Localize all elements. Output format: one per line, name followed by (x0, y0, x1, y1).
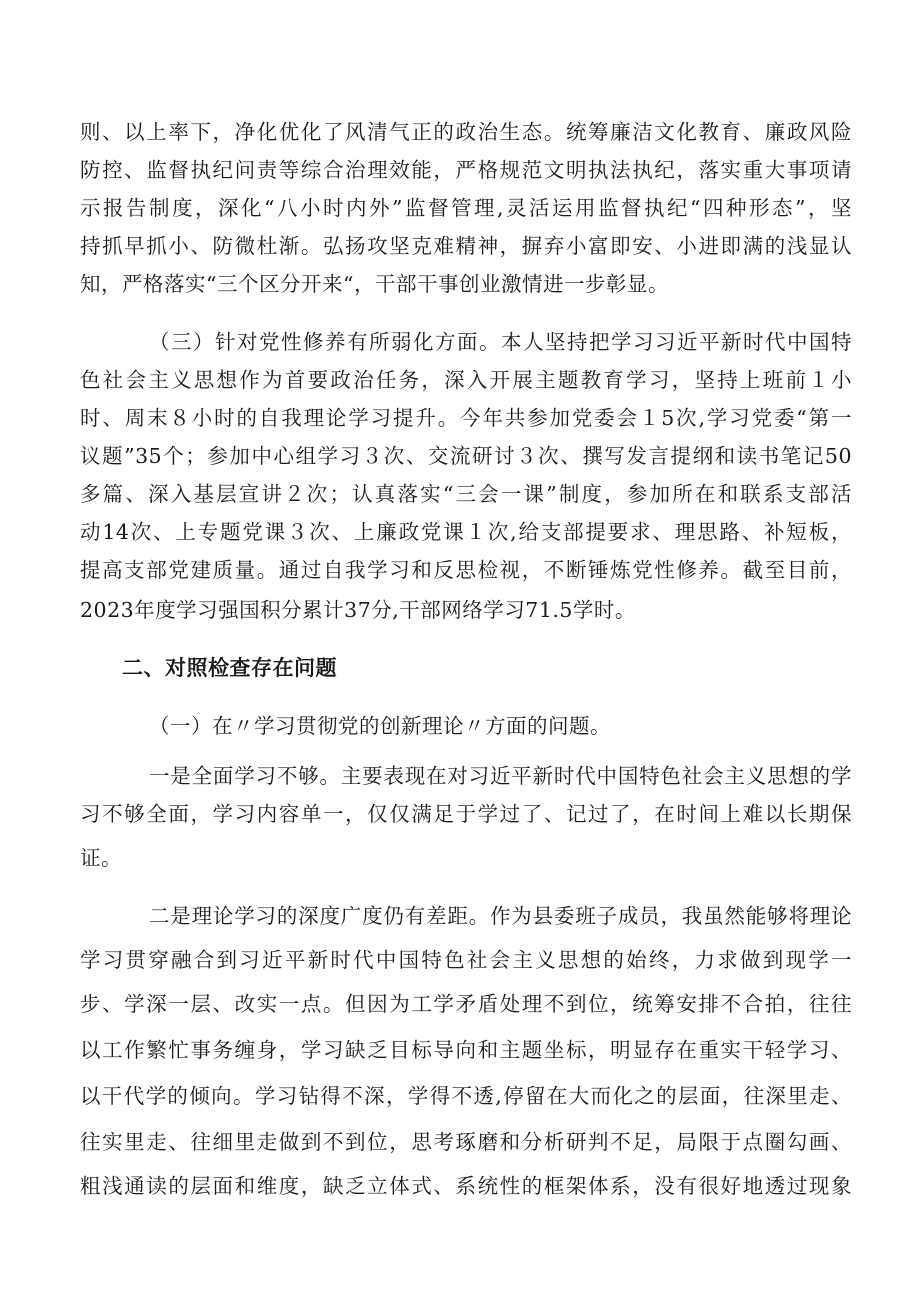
paragraph-2-line-4: 议题”35个；参加中心组学习３次、交流研讨３次、撰写发言提纲和读书笔记50 (80, 444, 852, 468)
paragraph-3-line-1: 一是全面学习不够。主要表现在对习近平新时代中国特色社会主义思想的学 (149, 764, 852, 788)
paragraph-4-line-7: 粗浅通读的层面和维度，缺乏立体式、系统性的框架体系，没有很好地透过现象 (80, 1174, 852, 1198)
paragraph-4-line-3: 步、学深一层、改实一点。但因为工学矛盾处理不到位，统筹安排不合拍，往往 (80, 992, 852, 1016)
paragraph-3-line-2: 习不够全面，学习内容单一，仅仅满足于学过了、记过了，在时间上难以长期保 (80, 802, 852, 826)
paragraph-4-line-5: 以干代学的倾向。学习钻得不深，学得不透,停留在大而化之的层面，往深里走、 (80, 1084, 852, 1108)
subsection-heading-1: （一）在〃学习贯彻党的创新理论〃方面的问题。 (149, 714, 611, 738)
paragraph-2-line-6: 动14次、上专题党课３次、上廉政党课１次,给支部提要求、理思路、补短板， (80, 520, 852, 544)
paragraph-2-line-2: 色社会主义思想作为首要政治任务，深入开展主题教育学习，坚持上班前１小 (80, 368, 852, 392)
paragraph-2-line-7: 提高支部党建质量。通过自我学习和反思检视，不断锤炼党性修养。截至目前， (80, 558, 852, 582)
paragraph-2-line-1: （三）针对党性修养有所弱化方面。本人坚持把学习习近平新时代中国特 (149, 330, 852, 354)
paragraph-2-line-3: 时、周末８小时的自我理论学习提升。今年共参加党委会１5次,学习党委“第一 (80, 406, 852, 430)
paragraph-1-line-3: 示报告制度，深化“八小时内外”监督管理,灵活运用监督执纪“四种形态”，坚 (80, 196, 852, 220)
paragraph-4-line-4: 以工作繁忙事务缠身，学习缺乏目标导向和主题坐标，明显存在重实干轻学习、 (80, 1038, 852, 1062)
paragraph-1-line-5: 知，严格落实“三个区分开来“，干部干事创业激情进一步彰显。 (80, 272, 669, 296)
paragraph-4-line-6: 往实里走、往细里走做到不到位，思考琢磨和分析研判不足，局限于点圈勾画、 (80, 1130, 852, 1154)
section-heading: 二、对照检查存在问题 (122, 656, 337, 680)
paragraph-2-line-5: 多篇、深入基层宣讲２次；认真落实“三会一课”制度，参加所在和联系支部活 (80, 482, 852, 506)
paragraph-4-line-2: 学习贯穿融合到习近平新时代中国特色社会主义思想的始终，力求做到现学一 (80, 948, 852, 972)
paragraph-3-line-3: 证。 (80, 846, 122, 870)
paragraph-4-line-1: 二是理论学习的深度广度仍有差距。作为县委班子成员，我虽然能够将理论 (149, 904, 852, 928)
paragraph-2-line-8: 2023年度学习强国积分累计37分,干部网络学习71.5学时。 (80, 598, 636, 622)
paragraph-1-line-4: 持抓早抓小、防微杜渐。弘扬攻坚克难精神，摒弃小富即安、小进即满的浅显认 (80, 234, 852, 258)
paragraph-1-line-1: 则、以上率下，净化优化了风清气正的政治生态。统筹廉洁文化教育、廉政风险 (80, 120, 852, 144)
paragraph-1-line-2: 防控、监督执纪问责等综合治理效能，严格规范文明执法执纪，落实重大事项请 (80, 158, 852, 182)
